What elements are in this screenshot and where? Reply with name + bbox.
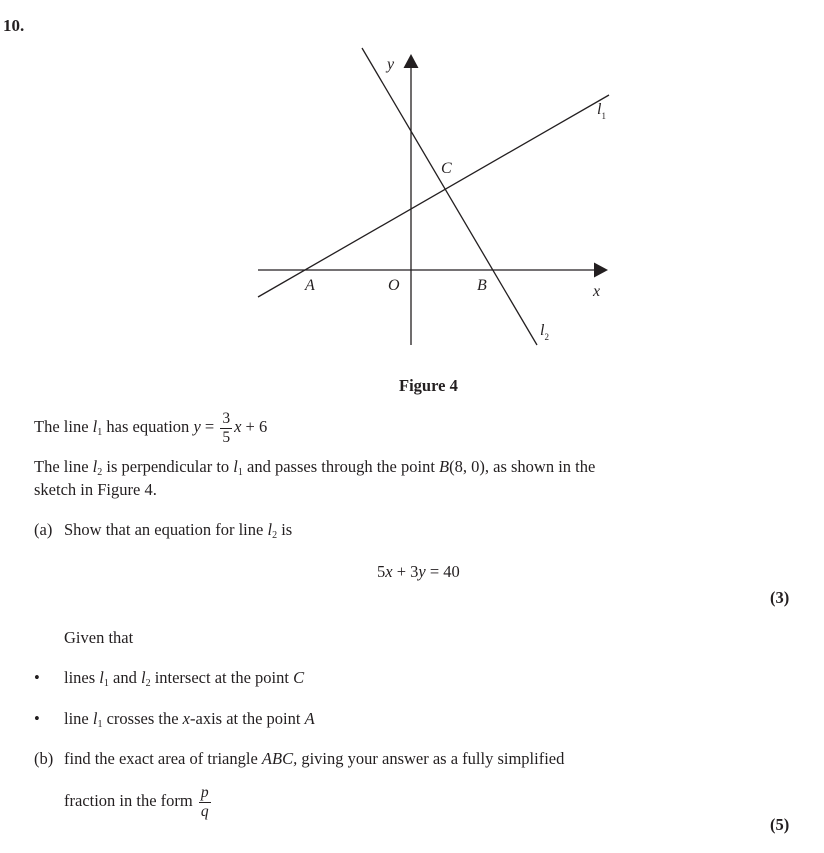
origin-label: O — [388, 277, 400, 294]
three-fifths-fraction: $\frac{3}{5}$ — [222, 410, 231, 446]
bullet-1-text: lines $l_1$ and $l_2$ intersect at the point C — [64, 668, 305, 689]
part-b-text-line1: find the exact area of triangle ABC, giving your answer as a fully simplified — [64, 749, 565, 768]
line-l2-description: The line $l_2$ is perpendicular to $l_1$ and passes through the point B(8, 0), as shown in the — [34, 457, 596, 478]
bullet-2-symbol: • — [34, 709, 40, 728]
line-l2-description-cont: sketch in Figure 4. — [34, 480, 157, 499]
figure-4-graph — [0, 0, 824, 360]
line-l2-label: $l_2$ — [540, 322, 549, 342]
line-l2 — [362, 48, 537, 345]
part-a-equation: 5x + 3y = 40 — [377, 562, 460, 581]
given-heading: Given that — [64, 628, 134, 647]
figure-caption: Figure 4 — [399, 376, 458, 395]
line-l1-label: $l_1$ — [597, 101, 606, 121]
point-a-label: A — [305, 277, 315, 294]
point-c-label: C — [441, 160, 452, 177]
y-axis-label: y — [387, 56, 395, 73]
part-a-marks: (3) — [770, 588, 790, 607]
point-b-label: B — [477, 277, 487, 294]
p-over-q-fraction: $\frac{p}{q}$ — [200, 784, 209, 820]
part-b-label: (b) — [34, 749, 54, 768]
y-axis-arrow-icon — [404, 54, 419, 68]
bullet-2-text: line $l_1$ crosses the x-axis at the point A — [64, 709, 315, 730]
part-b-marks: (5) — [770, 815, 790, 834]
part-a-label: (a) — [34, 520, 53, 539]
part-b-text-line2: fraction in the form $\frac{p}{q}$ — [64, 784, 209, 820]
question-number: 10. — [3, 16, 25, 35]
x-axis-label: x — [593, 283, 601, 300]
bullet-1-symbol: • — [34, 668, 40, 687]
part-a-text: Show that an equation for line $l_2$ is — [64, 520, 293, 541]
line-l1 — [258, 95, 609, 297]
line-l2-subscript: 2 — [544, 332, 549, 342]
line-l1-subscript: 1 — [601, 111, 606, 121]
line-l1-equation-text: The line $l_1$ has equation y = $\frac{3}{5}$ x + 6 — [34, 410, 268, 446]
x-axis-arrow-icon — [594, 263, 608, 278]
